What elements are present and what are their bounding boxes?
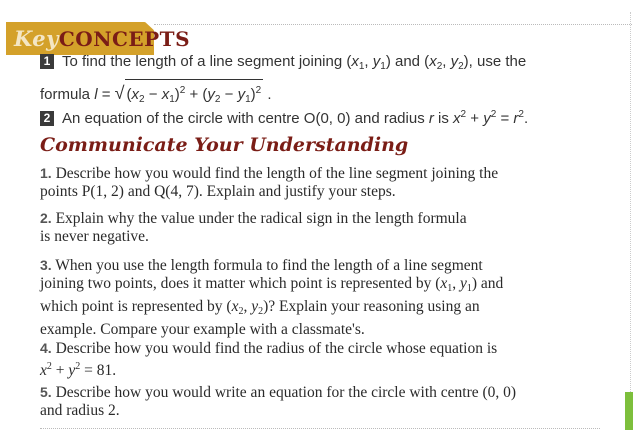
var-y: y (450, 53, 459, 70)
question-text: example. Compare your example with a classmate's. (40, 321, 365, 338)
var-x: x (40, 362, 47, 379)
question-text: Describe how you would write an equation for the circle with centre (0, 0) (55, 384, 517, 401)
var-l: l (94, 86, 98, 103)
question-line (40, 358, 600, 380)
question-number: 2. (40, 210, 52, 226)
question-text: Describe how you would find the length of the line segment joining the (55, 165, 499, 182)
question-line (40, 164, 600, 183)
sub-2: 2 (238, 306, 244, 317)
question-1 (40, 164, 600, 201)
var-x: x (453, 110, 461, 127)
question-text: When you use the length formula to find the length of a line segment (55, 257, 483, 274)
radical-sign-icon: √ (114, 83, 125, 103)
concept-1-text-a: To find the length of a line segment joining ( (62, 53, 352, 70)
var-x: x (131, 86, 140, 103)
paren-close: ) (174, 86, 180, 103)
plus: + (466, 110, 484, 127)
var-y: y (68, 362, 76, 379)
question-line (40, 383, 600, 402)
heading-concepts: CONCEPTS (58, 27, 191, 51)
comma: , (442, 53, 451, 70)
plus: + (51, 362, 69, 379)
communicate-heading: Communicate Your Understanding (40, 134, 409, 156)
var-y: y (251, 298, 259, 315)
question-text: is never negative. (40, 228, 149, 245)
concept-1-text-e: ), use the (463, 53, 527, 70)
exponent-2: 2 (255, 85, 262, 96)
sub-1: 1 (358, 61, 365, 72)
var-y: y (372, 53, 381, 70)
concept-2 (40, 104, 630, 130)
concept-2-text-b: is (433, 110, 454, 127)
period: . (263, 86, 272, 103)
comma: , (452, 275, 460, 292)
header-dotted-rule (154, 24, 632, 25)
question-line (40, 339, 600, 358)
page-edge-marker (625, 392, 633, 430)
sub-2: 2 (214, 94, 221, 105)
concept-number-badge: 1 (40, 54, 54, 69)
concept-1-line-1 (40, 51, 630, 78)
sub-1: 1 (169, 94, 175, 105)
question-3 (40, 256, 600, 339)
sub-2: 2 (258, 306, 264, 317)
exponent-2: 2 (518, 109, 524, 120)
sub-2: 2 (436, 61, 443, 72)
question-number: 5. (40, 384, 52, 400)
concept-number-badge: 2 (40, 111, 54, 126)
var-x: x (351, 53, 359, 70)
question-text: points P(1, 2) and Q(4, 7). Explain and justify your steps. (40, 183, 396, 200)
sub-1: 1 (245, 94, 251, 105)
var-y: y (460, 275, 467, 292)
exponent-2: 2 (75, 361, 81, 372)
key-concepts-header (0, 10, 637, 51)
plus-paren: + ( (185, 86, 208, 103)
question-number: 4. (40, 340, 52, 356)
formula-label: formula (40, 86, 95, 103)
var-x: x (231, 298, 239, 315)
question-line (40, 298, 600, 321)
concept-2-text-a: An equation of the circle with centre O(0, 0) and radius (62, 110, 429, 127)
exponent-2: 2 (460, 109, 467, 120)
sub-1: 1 (447, 283, 453, 294)
question-line (40, 275, 600, 298)
question-2 (40, 209, 600, 246)
question-text: )? Explain your reasoning using an (263, 298, 480, 315)
var-r: r (513, 110, 519, 127)
question-line (40, 209, 600, 228)
concept-1-text-c: ) and ( (385, 53, 430, 70)
question-text: Describe how you would find the radius of the circle whose equation is (55, 340, 498, 357)
question-text: ) and (471, 275, 504, 292)
sub-2: 2 (139, 94, 145, 105)
exponent-2: 2 (179, 85, 186, 96)
sub-1: 1 (466, 283, 472, 294)
var-y: y (237, 86, 246, 103)
var-r: r (428, 110, 434, 127)
question-text: joining two points, does it matter which point is represented by ( (40, 275, 441, 292)
minus: − (144, 86, 162, 103)
var-x: x (161, 86, 170, 103)
heading-key: Key (14, 26, 59, 51)
sub-1: 1 (380, 61, 386, 72)
equals: = (496, 110, 514, 127)
paren-open: ( (126, 86, 132, 103)
comma: , (364, 53, 373, 70)
comma: , (243, 298, 252, 315)
question-5 (40, 383, 600, 420)
question-4 (40, 339, 600, 380)
paren-close: ) (250, 86, 256, 103)
equals: = (97, 86, 115, 103)
section-heading (14, 24, 190, 54)
question-number: 3. (40, 257, 52, 273)
right-dotted-rule (630, 12, 631, 392)
exponent-2: 2 (46, 361, 52, 372)
exponent-2: 2 (490, 109, 497, 120)
var-x: x (429, 53, 437, 70)
sub-2: 2 (458, 61, 464, 72)
question-text: Explain why the value under the radical sign in the length formula (55, 210, 467, 227)
question-number: 1. (40, 165, 52, 181)
var-y: y (207, 86, 215, 103)
question-text: which point is represented by ( (40, 298, 232, 315)
period: . (523, 110, 529, 127)
bottom-dotted-rule (40, 428, 600, 429)
question-line (40, 256, 600, 275)
minus: − (220, 86, 238, 103)
var-x: x (440, 275, 448, 292)
question-text: = 81. (80, 362, 117, 379)
question-text: and radius 2. (40, 402, 120, 419)
var-y: y (483, 110, 491, 127)
